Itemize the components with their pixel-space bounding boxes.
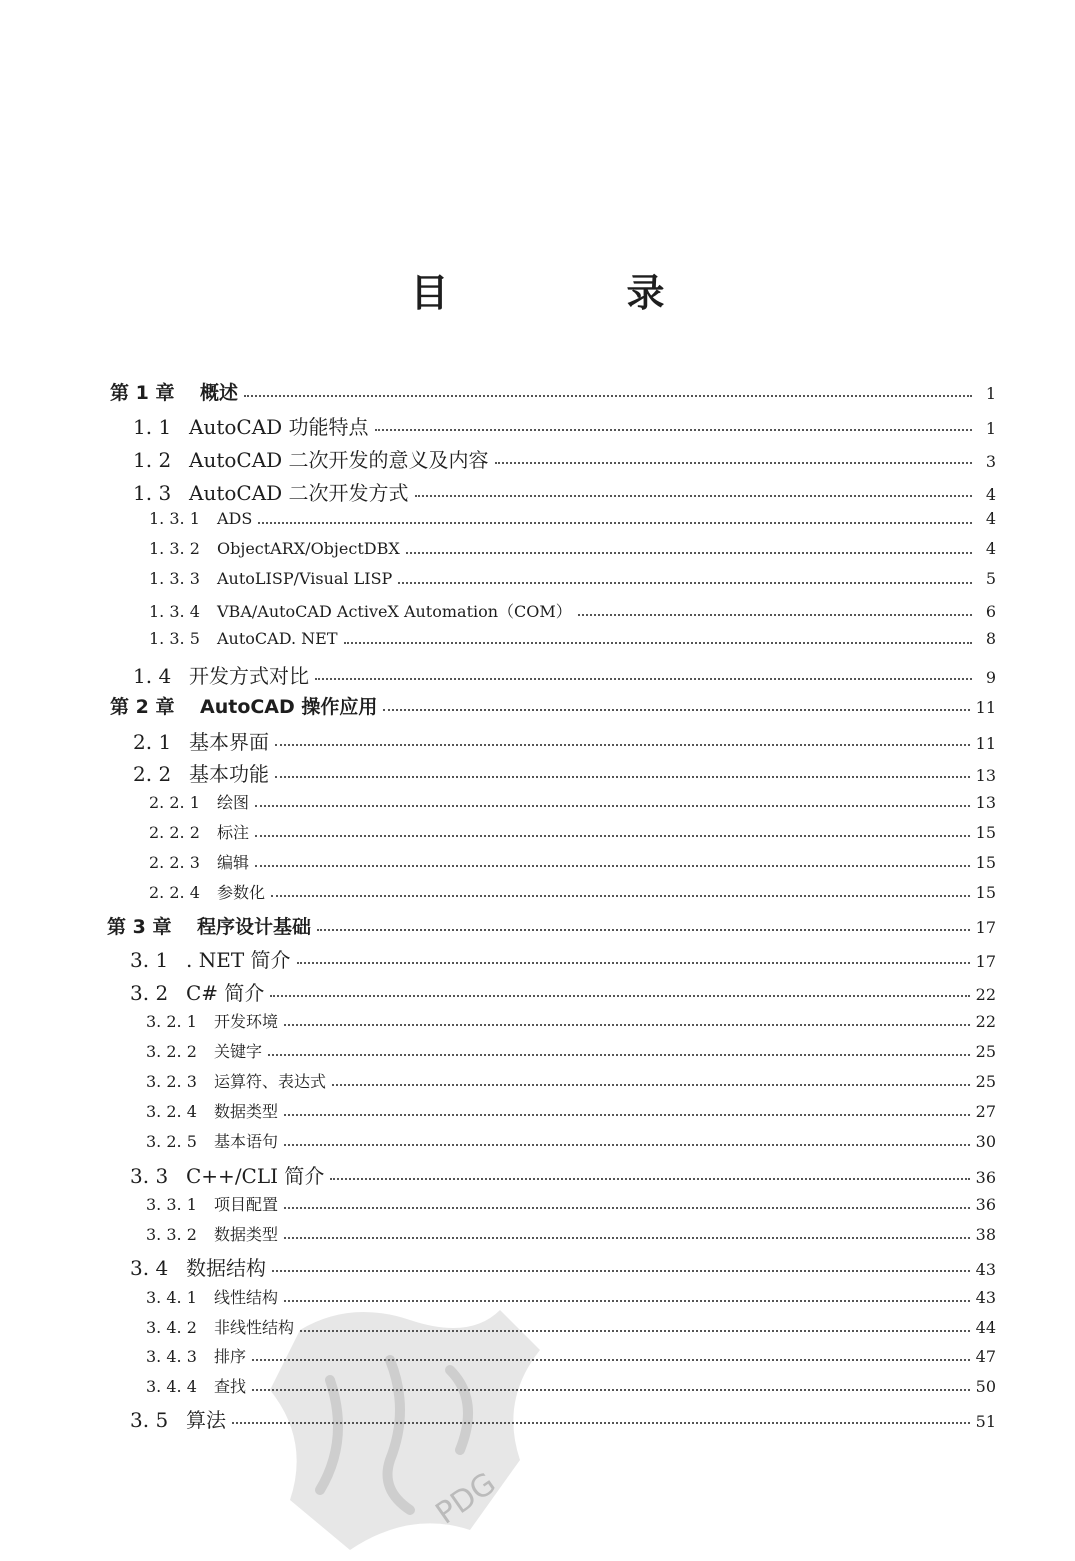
- toc-entry-label: 项目配置: [214, 1195, 279, 1214]
- dot-leader: [375, 429, 972, 431]
- toc-entry[interactable]: [130, 1252, 996, 1281]
- toc-entry-label: 编辑: [217, 853, 250, 872]
- toc-entry-number: 3. 2. 3: [146, 1072, 197, 1091]
- toc-entry-page: 25: [975, 1042, 996, 1061]
- toc-entry-label: 开发环境: [214, 1012, 279, 1031]
- dot-leader: [275, 776, 970, 778]
- toc-entry-page: 3: [985, 452, 996, 471]
- toc-entry-page: 27: [975, 1102, 996, 1121]
- dot-leader: [317, 929, 970, 931]
- toc-entry-page: 13: [975, 766, 996, 785]
- toc-entry[interactable]: [149, 509, 996, 528]
- toc-entry[interactable]: [110, 692, 996, 719]
- toc-entry-label: AutoCAD 功能特点: [189, 415, 369, 439]
- toc-entry-label: 关键字: [214, 1042, 263, 1061]
- toc-entry-label: 线性结构: [214, 1288, 279, 1307]
- toc-entry-number: 3. 4: [130, 1256, 169, 1280]
- toc-entry-number: 3. 4. 1: [146, 1288, 197, 1307]
- dot-leader: [332, 1084, 970, 1086]
- toc-entry[interactable]: [133, 660, 996, 689]
- toc-entry[interactable]: [146, 1285, 996, 1308]
- toc-entry-number: 3. 1: [130, 948, 169, 972]
- toc-entry-page: 13: [975, 793, 996, 812]
- toc-entry-number: 3. 2. 1: [146, 1012, 197, 1031]
- dot-leader: [495, 462, 972, 464]
- dot-leader: [244, 395, 972, 397]
- toc-entry-number: 2. 2. 3: [149, 853, 200, 872]
- toc-entry-page: 50: [975, 1377, 996, 1396]
- dot-leader: [268, 1054, 970, 1056]
- toc-entry[interactable]: [146, 1099, 996, 1122]
- dot-leader: [271, 895, 970, 897]
- toc-entry-number: 1. 3. 4: [149, 602, 200, 621]
- toc-entry[interactable]: [146, 1222, 996, 1245]
- toc-entry-number: 2. 2. 4: [149, 883, 200, 902]
- toc-entry[interactable]: [130, 944, 996, 973]
- toc-entry[interactable]: [149, 569, 996, 588]
- dot-leader: [258, 522, 972, 524]
- toc-entry-page: 36: [975, 1168, 996, 1187]
- toc-entry-number: 3. 2: [130, 981, 169, 1005]
- toc-entry[interactable]: [133, 444, 996, 473]
- toc-entry-number: 1. 3. 1: [149, 509, 200, 528]
- toc-entry-label: AutoCAD 二次开发的意义及内容: [189, 448, 489, 472]
- toc-entry-page: 1: [985, 419, 996, 438]
- dot-leader: [252, 1359, 970, 1361]
- toc-entry-label: 绘图: [217, 793, 250, 812]
- toc-entry-number: 3. 4. 4: [146, 1377, 197, 1396]
- toc-entry[interactable]: [149, 539, 996, 558]
- toc-entry-label: 基本界面: [189, 730, 269, 754]
- toc-entry-number: 1. 3: [133, 481, 172, 505]
- toc-entry-page: 6: [985, 602, 996, 621]
- toc-entry-label: 数据类型: [214, 1102, 279, 1121]
- toc-entry-page: 17: [975, 952, 996, 971]
- toc-entry[interactable]: [146, 1069, 996, 1092]
- toc-entry-number: 2. 2: [133, 762, 172, 786]
- toc-entry-page: 9: [985, 668, 996, 687]
- toc-entry-number: 3. 3. 2: [146, 1225, 197, 1244]
- toc-entry-number: 1. 1: [133, 415, 172, 439]
- toc-entry-page: 51: [975, 1412, 996, 1431]
- toc-entry-label: AutoLISP/Visual LISP: [217, 569, 393, 588]
- toc-entry-page: 8: [985, 629, 996, 648]
- toc-entry-label: VBA/AutoCAD ActiveX Automation（COM）: [217, 602, 572, 621]
- toc-entry[interactable]: [130, 977, 996, 1006]
- toc-entry-page: 38: [975, 1225, 996, 1244]
- toc-entry-number: 1. 3. 2: [149, 539, 200, 558]
- toc-entry-number: 3. 4. 3: [146, 1347, 197, 1366]
- watermark-text: PDG: [429, 1465, 503, 1532]
- toc-entry-page: 15: [975, 853, 996, 872]
- toc-entry-page: 15: [975, 823, 996, 842]
- toc-entry-number: 2. 2. 1: [149, 793, 200, 812]
- toc-entry-label: 开发方式对比: [189, 664, 309, 688]
- toc-entry-label: ObjectARX/ObjectDBX: [217, 539, 400, 558]
- toc-entry-label: 标注: [217, 823, 250, 842]
- dot-leader: [284, 1237, 970, 1239]
- toc-entry-page: 43: [975, 1288, 996, 1307]
- toc-entry-page: 5: [985, 569, 996, 588]
- toc-entry-number: 3. 3: [130, 1164, 169, 1188]
- toc-entry-label: 参数化: [217, 883, 266, 902]
- dot-leader: [255, 805, 970, 807]
- toc-entry-page: 22: [975, 1012, 996, 1031]
- toc-entry-page: 1: [985, 384, 996, 403]
- toc-entry-number: 3. 2. 4: [146, 1102, 197, 1121]
- toc-entry-label: 数据结构: [186, 1256, 266, 1280]
- toc-entry[interactable]: [107, 912, 996, 939]
- dot-leader: [344, 642, 973, 644]
- toc-entry[interactable]: [146, 1129, 996, 1152]
- dot-leader: [252, 1389, 970, 1391]
- toc-entry[interactable]: [130, 1404, 996, 1433]
- toc-entry-label: AutoCAD 二次开发方式: [189, 481, 409, 505]
- toc-entry-label: 排序: [214, 1347, 247, 1366]
- dot-leader: [270, 995, 969, 997]
- toc-entry-label: 算法: [186, 1408, 226, 1432]
- toc-entry-page: 43: [975, 1260, 996, 1279]
- toc-entry-number: 3. 5: [130, 1408, 169, 1432]
- toc-entry-number: 3. 2. 2: [146, 1042, 197, 1061]
- toc-entry-label: 查找: [214, 1377, 247, 1396]
- toc-entry-number: 1. 2: [133, 448, 172, 472]
- toc-entry[interactable]: [149, 820, 996, 843]
- toc-entry-number: 3. 4. 2: [146, 1318, 197, 1337]
- toc-entry-label: 基本功能: [189, 762, 269, 786]
- toc-entry-number: 第 3 章: [107, 916, 172, 938]
- toc-entry[interactable]: [133, 411, 996, 440]
- dot-leader: [315, 678, 972, 680]
- dot-leader: [284, 1300, 970, 1302]
- dot-leader: [284, 1144, 970, 1146]
- toc-entry-page: 4: [985, 539, 996, 558]
- toc-entry-label: 非线性结构: [214, 1318, 295, 1337]
- toc-entry-label: ADS: [217, 509, 253, 528]
- toc-entry-label: 基本语句: [214, 1132, 279, 1151]
- toc-entry-page: 25: [975, 1072, 996, 1091]
- toc-entry-page: 15: [975, 883, 996, 902]
- toc-entry-page: 11: [975, 698, 996, 717]
- dot-leader: [232, 1422, 970, 1424]
- toc-entry[interactable]: [133, 758, 996, 787]
- toc-entry-number: 3. 2. 5: [146, 1132, 197, 1151]
- toc-entry-label: 概述: [200, 382, 239, 404]
- toc-entry-page: 11: [975, 734, 996, 753]
- dot-leader: [275, 744, 970, 746]
- dot-leader: [255, 835, 970, 837]
- toc-entry-page: 4: [985, 485, 996, 504]
- toc-entry[interactable]: [146, 1315, 996, 1338]
- toc-entry-number: 1. 3. 3: [149, 569, 200, 588]
- dot-leader: [255, 865, 970, 867]
- toc-entry[interactable]: [149, 880, 996, 903]
- toc-entry[interactable]: [149, 599, 996, 622]
- toc-entry[interactable]: [149, 850, 996, 873]
- toc-entry[interactable]: [133, 726, 996, 755]
- dot-leader: [284, 1114, 970, 1116]
- toc-entry[interactable]: [146, 1344, 996, 1367]
- toc-entry-number: 第 1 章: [110, 382, 175, 404]
- dot-leader: [284, 1207, 970, 1209]
- dot-leader: [300, 1330, 970, 1332]
- toc-entry-number: 3. 3. 1: [146, 1195, 197, 1214]
- toc-entry-label: AutoCAD 操作应用: [200, 696, 378, 718]
- toc-entry-label: 数据类型: [214, 1225, 279, 1244]
- toc-entry-label: . NET 简介: [186, 948, 291, 972]
- dot-leader: [383, 709, 969, 711]
- toc-entry[interactable]: [146, 1374, 996, 1397]
- dot-leader: [415, 495, 972, 497]
- toc-entry-label: 运算符、表达式: [214, 1072, 327, 1091]
- dot-leader: [330, 1178, 969, 1180]
- toc-entry-page: 30: [975, 1132, 996, 1151]
- toc-entry-number: 2. 1: [133, 730, 172, 754]
- dot-leader: [406, 552, 972, 554]
- toc-entry-number: 1. 3. 5: [149, 629, 200, 648]
- dot-leader: [297, 962, 970, 964]
- toc-entry[interactable]: [146, 1009, 996, 1032]
- toc-entry-page: 47: [975, 1347, 996, 1366]
- toc-entry-label: AutoCAD. NET: [217, 629, 338, 648]
- toc-entry-number: 1. 4: [133, 664, 172, 688]
- toc-entry-page: 22: [975, 985, 996, 1004]
- toc-entry[interactable]: [149, 790, 996, 813]
- toc-entry-label: 程序设计基础: [197, 916, 312, 938]
- toc-entry-page: 44: [975, 1318, 996, 1337]
- toc-entry-label: C++/CLI 简介: [186, 1164, 325, 1188]
- toc-entry-page: 17: [975, 918, 996, 937]
- toc-entry[interactable]: [146, 1039, 996, 1062]
- toc-entry[interactable]: [110, 378, 996, 405]
- toc-entry-number: 第 2 章: [110, 696, 175, 718]
- toc-entry[interactable]: [146, 1192, 996, 1215]
- dot-leader: [284, 1024, 970, 1026]
- toc-entry[interactable]: [130, 1160, 996, 1189]
- toc-entry-number: 2. 2. 2: [149, 823, 200, 842]
- toc-entry-label: C# 简介: [186, 981, 265, 1005]
- page-title: 目 录: [410, 271, 735, 315]
- dot-leader: [578, 614, 972, 616]
- toc-entry-page: 36: [975, 1195, 996, 1214]
- dot-leader: [272, 1270, 970, 1272]
- toc-entry[interactable]: [133, 477, 996, 506]
- toc-entry-page: 4: [985, 509, 996, 528]
- dot-leader: [398, 582, 972, 584]
- toc-entry[interactable]: [149, 629, 996, 648]
